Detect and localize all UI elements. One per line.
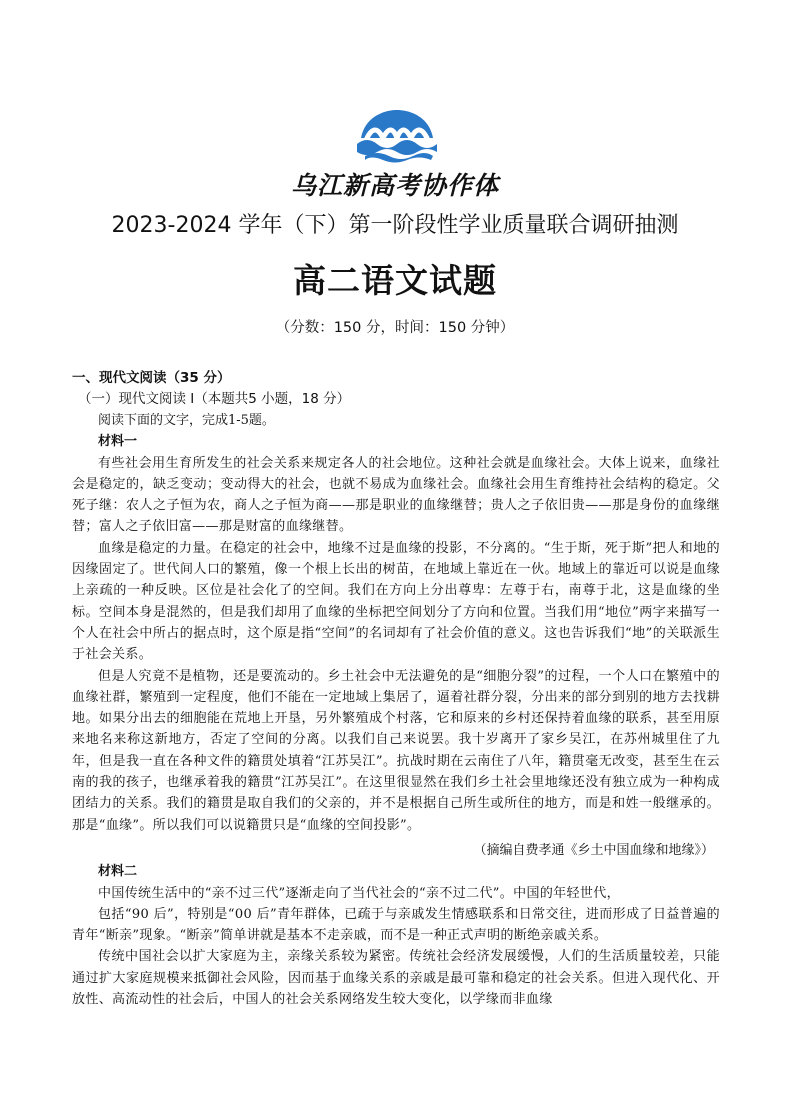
material-label: 材料一: [98, 434, 138, 450]
wave-logo-icon: [357, 108, 437, 164]
exam-title: 高二语文试题: [293, 261, 497, 300]
section-title: 一、现代文阅读（35 分）: [72, 370, 231, 386]
instruction: 阅读下面的文字，完成1-5题。: [98, 413, 275, 428]
paragraph: 血缘是稳定的力量。在稳定的社会中，地缘不过是血缘的投影，不分离的。“生于斯，死于斯”把人和地的因缘固定了。世代间人口的繁殖，像一个根上长出的树苗，在地域上靠近在一伙。地域上的靠近可以说是血缘上亲疏的一种反映。区位是社会化了的空间。我们在方向上分出尊卑：左尊于右，南尊于北，这是血缘的坐标。空间本身是混然的，但是我们却用了血缘的坐标把空间划分了方向和位置。当我们用“地位”两字来描写一个人在社会中所占的据点时，这个原是指“空间”的名词却有了社会价值的意义。这也告诉我们“地”的关联派生于社会关系。: [72, 540, 720, 663]
subsection-title: （一）现代文阅读 Ⅰ（本题共5 小题，18 分）: [78, 391, 351, 407]
exam-subtitle: 2023-2024 学年（下）第一阶段性学业质量联合调研抽测: [111, 213, 679, 238]
exam-body: [72, 368, 720, 1010]
material-label: 材料二: [98, 864, 138, 880]
material-source: （摘编自费孝通《乡土中国血缘和地缘》）: [473, 842, 714, 858]
paragraph: 但是人究竟不是植物，还是要流动的。乡土社会中无法避免的是“细胞分裂”的过程，一个人口在繁殖中的血缘社群，繁殖到一定程度，他们不能在一定地域上集居了，逼着社群分裂，分出来的部分到别的地方去找耕地。如果分出去的细胞能在荒地上开垦，另外繁殖成个村落，它和原来的乡村还保持着血缘的联系，甚至用原来地名来称这新地方，否定了空间的分离。以我们自己来说罢。我十岁离开了家乡吴江，在苏州城里住了九年，但是我一直在各种文件的籍贯处填着“江苏吴江”。抗战时期在云南住了八年，籍贯毫无改变，甚至生在云南的我的孩子，也继承着我的籍贯“江苏吴江”。在这里很显然在我们乡土社会里地缘还没有独立成为一种构成团结力的关系。我们的籍贯是取自我们的父亲的，并不是根据自己所生或所住的地方，而是和姓一般继承的。那是“血缘”。所以我们可以说籍贯只是“血缘的空间投影”。: [72, 668, 720, 833]
organization-name: 乌江新高考协作体: [290, 171, 499, 200]
score-info: （分数：150 分，时间：150 分钟）: [275, 320, 515, 336]
paragraph: 有些社会用生育所发生的社会关系来规定各人的社会地位。这种社会就是血缘社会。大体上说来，血缘社会是稳定的，缺乏变动；变动得大的社会，也就不易成为血缘社会。血缘社会用生育维持社会结构的稳定。父死子继：农人之子恒为农，商人之子恒为商——那是职业的血缘继替；贵人之子依旧贵——那是身份的血缘继替；富人之子依旧富——那是财富的血缘继替。: [72, 455, 720, 535]
paragraph: 传统中国社会以扩大家庭为主，亲缘关系较为紧密。传统社会经济发展缓慢，人们的生活质量较差，只能通过扩大家庭规模来抵御社会风险，因而基于血缘关系的亲戚是最可靠和稳定的社会关系。但进入现代化、开放性、高流动性的社会后，中国人的社会关系网络发生较大变化，以学缘而非血缘: [72, 949, 720, 1008]
paragraph: 包括“90 后”，特别是“00 后”青年群体，已疏于与亲戚发生情感联系和日常交往，进而形成了日益普遍的青年“断亲”现象。“断亲”简单讲就是基本不走亲戚，而不是一种正式声明的断绝亲戚关系。: [72, 906, 720, 944]
paragraph: 中国传统生活中的“亲不过三代”逐渐走向了当代社会的“亲不过二代”。中国的年轻世代，: [98, 885, 620, 901]
